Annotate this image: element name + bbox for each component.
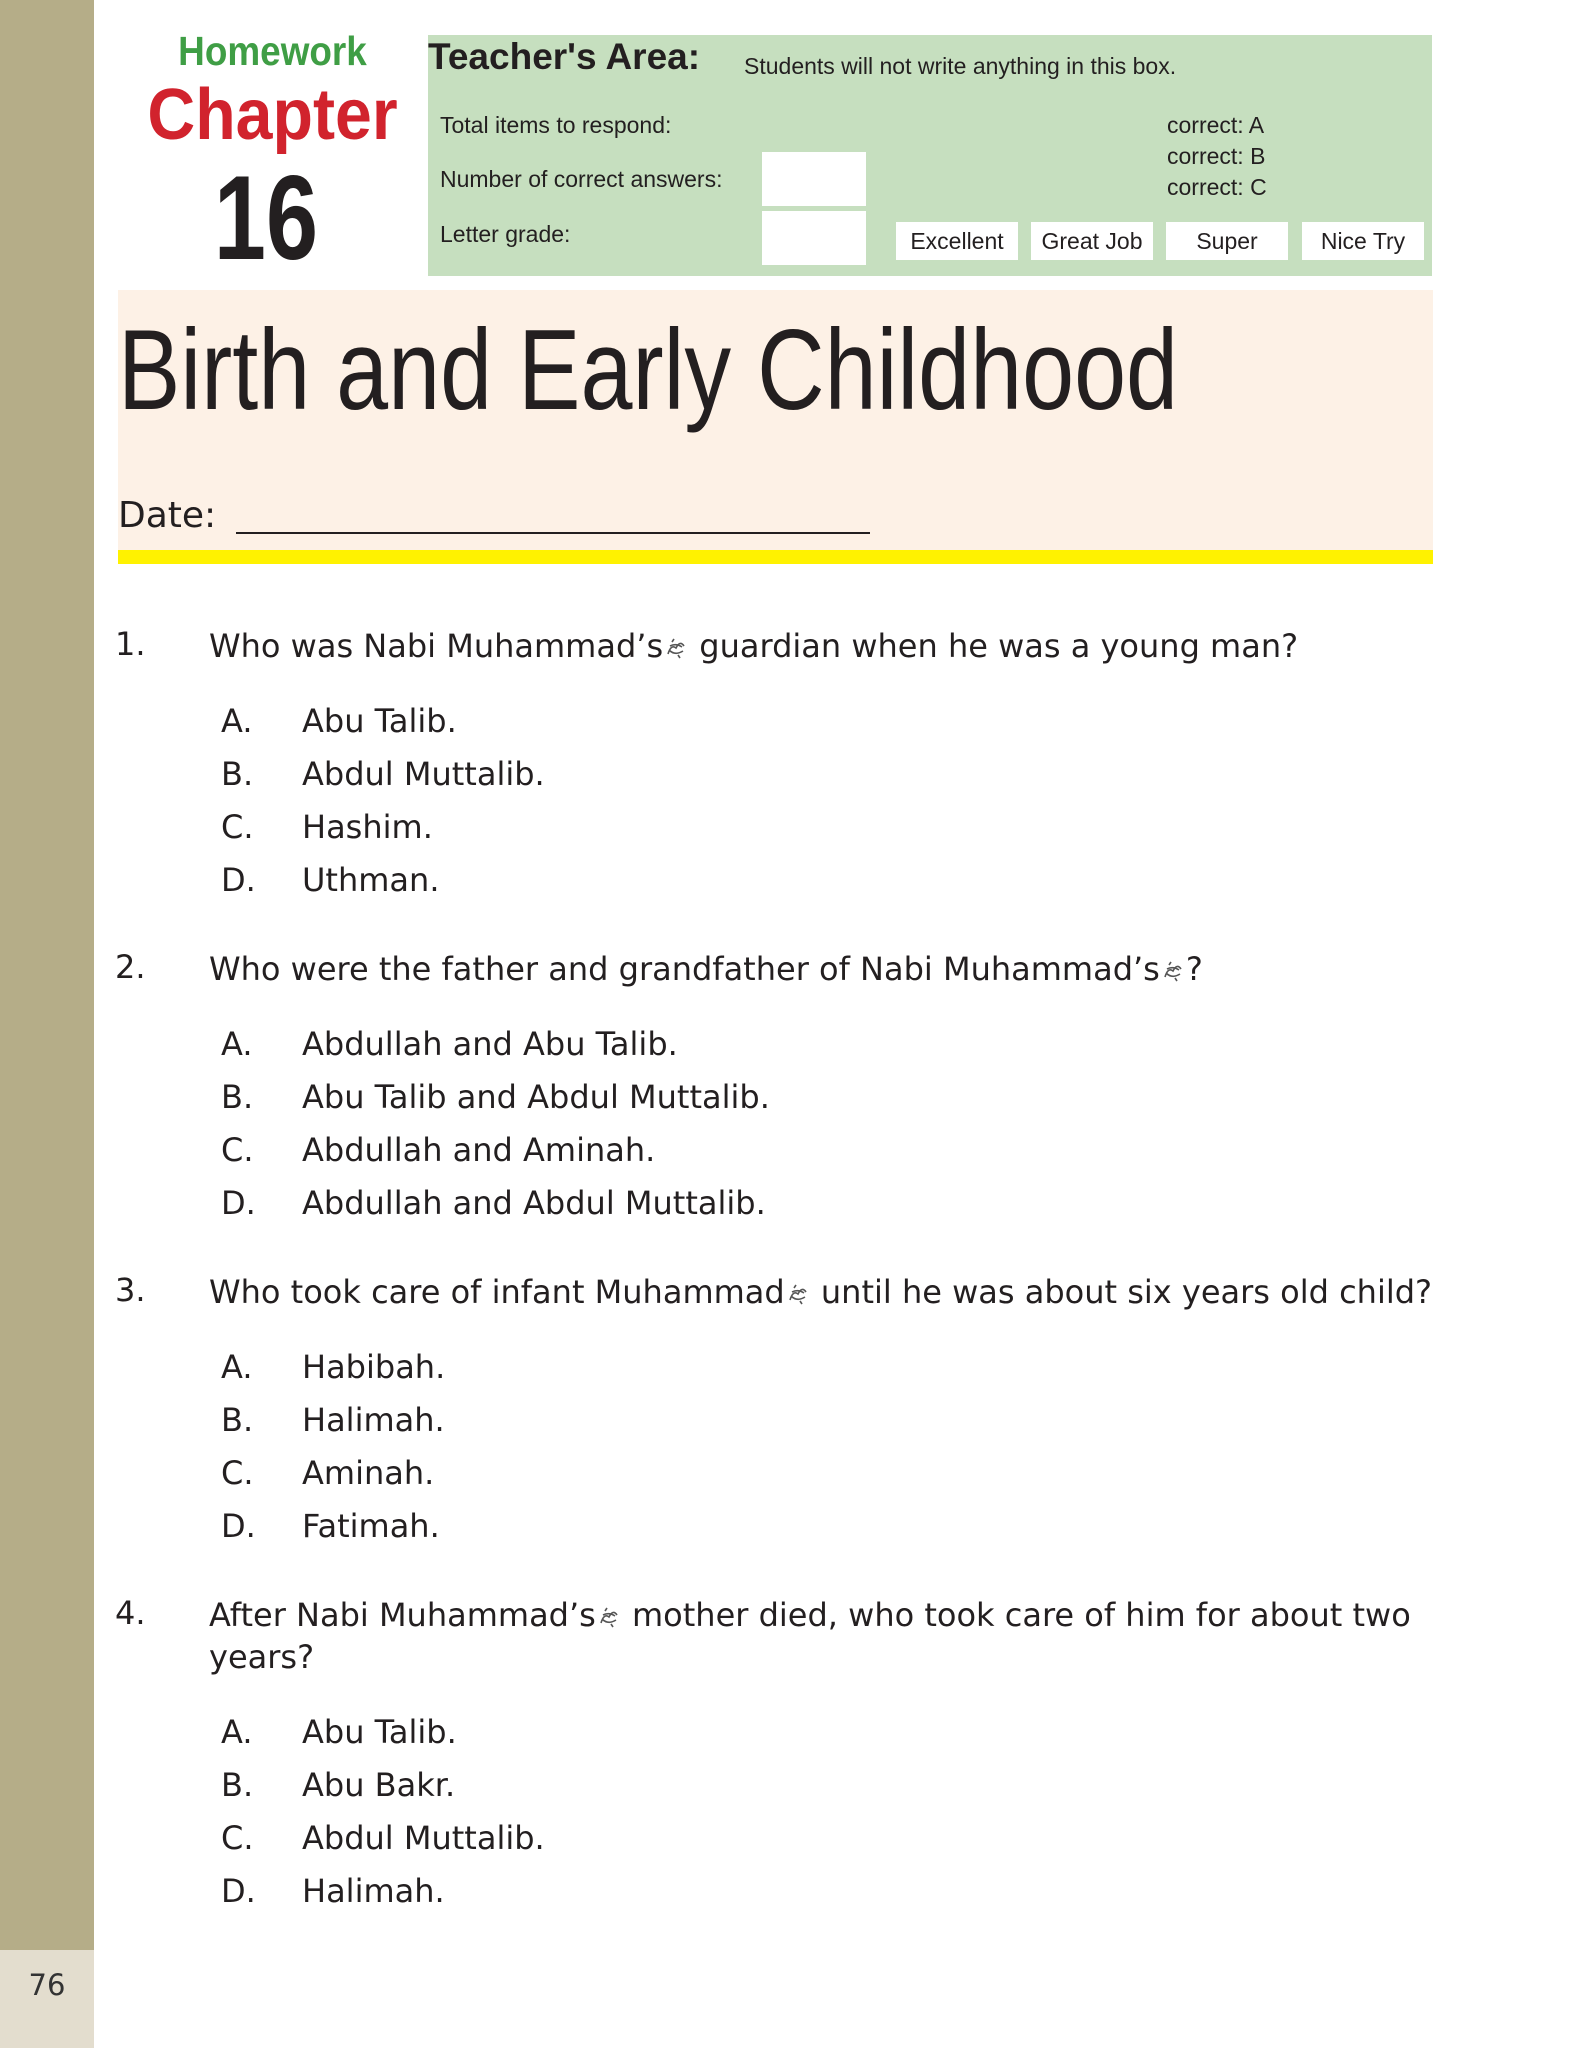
pbuh-calligraphy-icon (1162, 959, 1184, 983)
option-text[interactable]: Habibah. (302, 1348, 446, 1386)
option-letter: B. (221, 1401, 254, 1439)
pbuh-calligraphy-icon (598, 1605, 620, 1629)
question-number: 1. (115, 625, 146, 663)
option-letter: A. (221, 1025, 253, 1063)
option-letter: C. (221, 808, 254, 846)
question-text: Who were the father and grandfather of Nabi Muhammad’s ? (209, 950, 1203, 988)
option-text[interactable]: Abu Talib and Abdul Muttalib. (302, 1078, 770, 1116)
correct-answers-field[interactable] (762, 152, 866, 206)
chapter-number: 16 (213, 151, 319, 285)
correct-grade-c: correct: C (1167, 174, 1267, 200)
page-title: Birth and Early Childhood (118, 307, 1179, 434)
question-number: 2. (115, 948, 146, 986)
option-letter: A. (221, 1348, 253, 1386)
teacher-area-title: Teacher's Area: (428, 36, 701, 77)
option-letter: C. (221, 1819, 254, 1857)
option-text[interactable]: Abdullah and Abdul Muttalib. (302, 1184, 766, 1222)
option-text[interactable]: Aminah. (302, 1454, 435, 1492)
grade-great-job-button[interactable]: Great Job (1031, 222, 1153, 260)
option-text[interactable]: Abu Talib. (302, 702, 457, 740)
letter-grade-label: Letter grade: (440, 221, 571, 247)
option-letter: D. (221, 1872, 256, 1910)
option-text[interactable]: Abdullah and Abu Talib. (302, 1025, 678, 1063)
title-underline (118, 550, 1433, 564)
teacher-area-note: Students will not write anything in this box. (744, 53, 1177, 79)
option-letter: A. (221, 702, 253, 740)
date-label: Date: (118, 495, 217, 536)
question-number: 3. (115, 1271, 146, 1309)
option-letter: C. (221, 1454, 254, 1492)
option-text[interactable]: Halimah. (302, 1401, 445, 1439)
option-letter: C. (221, 1131, 254, 1169)
correct-grade-b: correct: B (1167, 143, 1266, 169)
option-letter: B. (221, 1766, 254, 1804)
option-text[interactable]: Halimah. (302, 1872, 445, 1910)
question-text: After Nabi Muhammad’s mother died, who took care of him for about two years? (209, 1596, 1411, 1676)
question-text: Who was Nabi Muhammad’s guardian when he was a young man? (209, 627, 1299, 665)
option-letter: D. (221, 1507, 256, 1545)
option-text[interactable]: Abdullah and Aminah. (302, 1131, 656, 1169)
option-letter: B. (221, 755, 254, 793)
pbuh-calligraphy-icon (665, 636, 687, 660)
pbuh-calligraphy-icon (787, 1282, 809, 1306)
page-number: 76 (28, 1968, 66, 2002)
option-text[interactable]: Uthman. (302, 861, 440, 899)
total-items-label: Total items to respond: (440, 112, 672, 138)
question-number: 4. (115, 1594, 146, 1632)
option-text[interactable]: Abu Talib. (302, 1713, 457, 1751)
correct-grade-a: correct: A (1167, 112, 1265, 138)
option-text[interactable]: Abdul Muttalib. (302, 755, 545, 793)
grade-excellent-button[interactable]: Excellent (896, 222, 1018, 260)
homework-label: Homework (178, 28, 367, 74)
grade-nice-try-button[interactable]: Nice Try (1302, 222, 1424, 260)
left-margin-bar (0, 0, 94, 2048)
grade-super-button[interactable]: Super (1166, 222, 1288, 260)
question-text: Who took care of infant Muhammad until he was about six years old child? (209, 1273, 1433, 1311)
option-text[interactable]: Abu Bakr. (302, 1766, 456, 1804)
option-letter: D. (221, 1184, 256, 1222)
letter-grade-field[interactable] (762, 211, 866, 265)
option-text[interactable]: Hashim. (302, 808, 433, 846)
option-letter: D. (221, 861, 256, 899)
option-letter: B. (221, 1078, 254, 1116)
option-letter: A. (221, 1713, 253, 1751)
option-text[interactable]: Abdul Muttalib. (302, 1819, 545, 1857)
option-text[interactable]: Fatimah. (302, 1507, 440, 1545)
date-input-line[interactable] (236, 532, 870, 534)
chapter-label: Chapter (147, 75, 398, 155)
correct-answers-label: Number of correct answers: (440, 166, 723, 192)
